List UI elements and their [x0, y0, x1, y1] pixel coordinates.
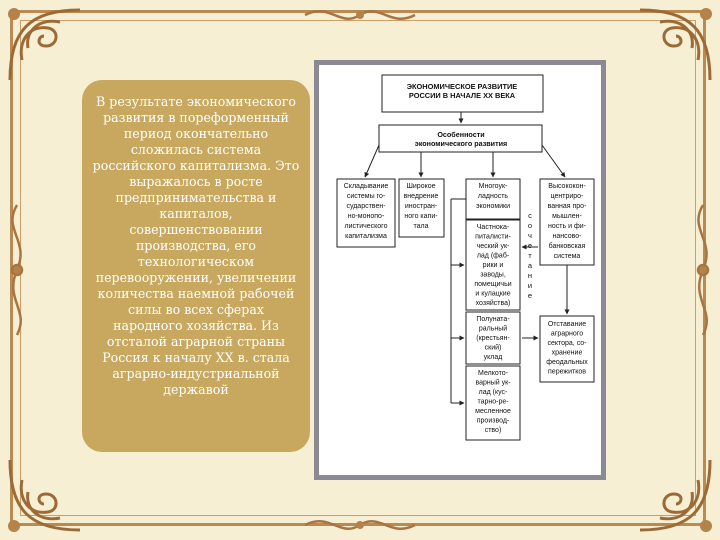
box3-lines-line: Многоук-	[478, 183, 508, 190]
sub1-lines-line: заводы,	[480, 271, 506, 279]
sub1-lines-line: Частнока-	[476, 224, 510, 231]
sub2-lines-line: ральный	[478, 325, 508, 333]
text-panel	[82, 80, 310, 452]
sub3-lines-line: месленное	[475, 408, 511, 415]
box4-lines-line: система	[553, 253, 581, 260]
features-lines-line: Особенности	[437, 130, 485, 139]
box2-lines-line: Широкое	[406, 183, 436, 190]
sub1-lines-line: питалисти-	[475, 233, 511, 241]
title-lines-line: ЭКОНОМИЧЕСКОЕ РАЗВИТИЕ	[406, 82, 518, 91]
diagram-panel	[314, 60, 606, 480]
sub2-lines-line: (крестьян-	[476, 335, 510, 342]
corner-ornament-top-left-icon	[0, 0, 90, 90]
sub1-lines-line: и кулацкие	[475, 290, 511, 298]
vertical-word-line: с	[528, 211, 532, 220]
sub1-lines-line: ческий ук-	[476, 243, 510, 250]
bottom-ornament-icon	[300, 512, 420, 538]
box2-lines-line: ного капи-	[404, 213, 438, 220]
box1-lines-line: сударствен-	[346, 203, 386, 210]
box4-lines-line: нансово-	[552, 233, 582, 240]
box3-lines-line: ладность	[477, 193, 509, 200]
top-ornament-icon	[300, 2, 420, 28]
sub3-lines-line: варный ук-	[475, 379, 511, 387]
agrarian-lines-line: сектора, со-	[547, 340, 587, 347]
agrarian-lines-line: Отставание	[547, 321, 587, 328]
sub2-lines-line: уклад	[483, 354, 503, 361]
side-ornament-left-icon	[2, 200, 32, 340]
vertical-word-line: ч	[528, 231, 532, 240]
vertical-word-line: и	[527, 281, 533, 290]
features-lines-line: экономического развития	[414, 139, 508, 148]
sub3-lines-line: тарно-ре-	[477, 398, 509, 406]
sub2-lines-line: ский)	[484, 344, 502, 352]
box1-lines-line: капитализма	[345, 233, 387, 240]
box1-lines-line: но-монопо-	[347, 213, 385, 220]
box4-lines-line: банковская	[548, 243, 586, 250]
vertical-word-line: о	[527, 221, 533, 230]
sub3-lines-line: производ-	[476, 417, 510, 425]
vertical-word-line: е	[527, 241, 533, 250]
vertical-word-line: е	[527, 291, 533, 300]
box4-lines-line: мышлен-	[552, 213, 582, 220]
sub3-lines-line: Мелкото-	[478, 370, 508, 377]
side-ornament-right-icon	[688, 200, 718, 340]
vertical-word-line: а	[527, 261, 533, 270]
sub2-lines-line: Полуната-	[476, 316, 510, 323]
box4-lines-line: ность и фи-	[548, 223, 586, 230]
corner-ornament-bottom-right-icon	[630, 450, 720, 540]
sub3-lines-line: лад (кус-	[478, 389, 508, 396]
box3-lines-line: экономики	[475, 203, 511, 210]
vertical-word-line: н	[527, 271, 533, 280]
box4-lines-line: центриро-	[550, 193, 584, 200]
sub3-lines-line: ство)	[484, 427, 502, 434]
corner-ornament-bottom-left-icon	[0, 450, 90, 540]
box4-lines-line: Высококон-	[548, 183, 586, 190]
agrarian-lines-line: феодальных	[546, 359, 588, 366]
agrarian-lines-line: аграрного	[550, 330, 584, 338]
title-lines-line: РОССИИ В НАЧАЛЕ XX ВЕКА	[408, 91, 516, 100]
box2-lines-line: тала	[413, 223, 429, 230]
box1-lines-line: Складывание	[343, 183, 389, 190]
sub1-lines-line: лад (фаб-	[476, 252, 510, 260]
agrarian-lines-line: пережитков	[548, 368, 586, 376]
box2-lines-line: иностран-	[404, 203, 438, 210]
sub1-lines-line: рики и	[482, 262, 504, 269]
corner-ornament-top-right-icon	[630, 0, 720, 90]
diagram-svg	[319, 65, 601, 475]
summary-text: В результате экономического развития в пореформенный период окончательно сложилась система российского капитализма. Это выражалось в росте предпринимательства и капиталов, совершенствовании производства, его технологическом перевооружении, увеличении количества наемной рабочей силы во всех сферах народного хозяйства. Из отсталой аграрной страны Россия к началу XX в. стала аграрно-индустриальной державой	[92, 94, 300, 397]
box1-lines-line: системы го-	[346, 193, 386, 200]
box4-lines-line: ванная про-	[547, 203, 587, 210]
agrarian-lines-line: хранение	[551, 349, 583, 357]
box2-lines-line: внедрение	[403, 193, 439, 200]
vertical-word-line: т	[528, 251, 532, 260]
sub1-lines-line: хозяйства)	[475, 300, 511, 307]
sub1-lines-line: помещичьи	[474, 281, 512, 288]
box1-lines-line: листического	[344, 223, 388, 230]
